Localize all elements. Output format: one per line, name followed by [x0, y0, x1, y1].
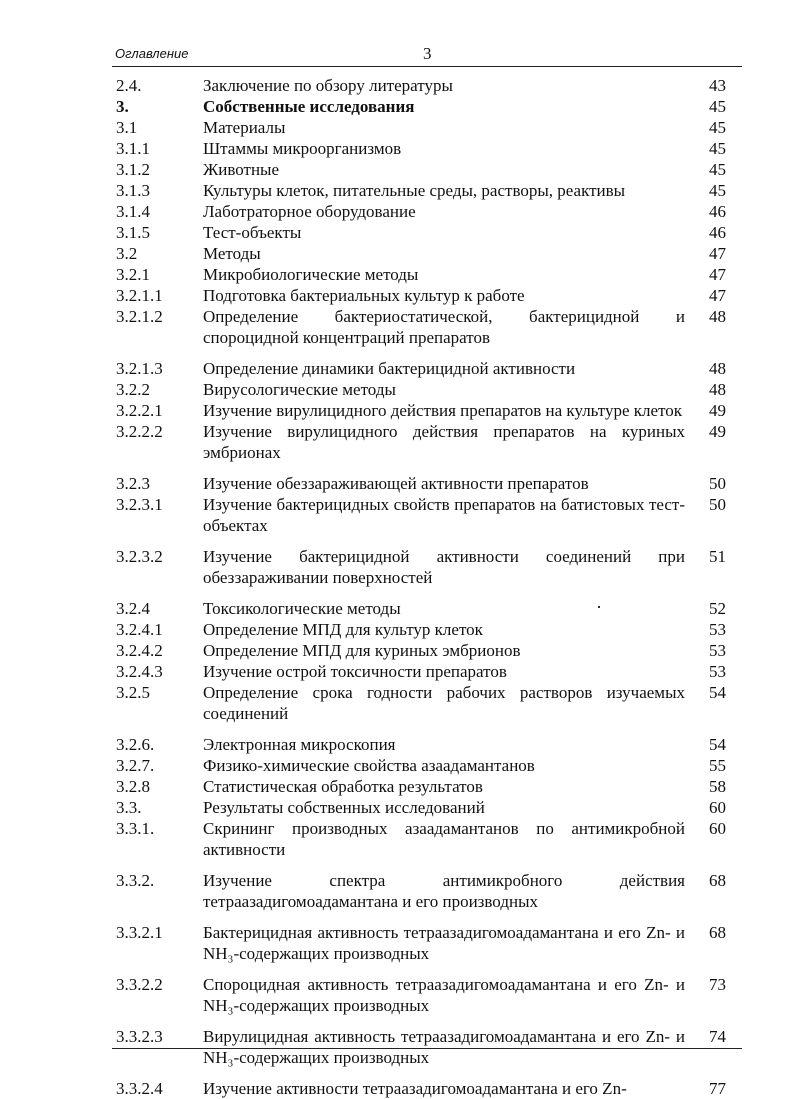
toc-entry-page: 50: [709, 495, 726, 514]
toc-entry-title: Определение срока годности рабочих растворов изучаемых соединений: [203, 683, 685, 723]
toc-entry-page: 74: [709, 1027, 726, 1046]
toc-entry: [112, 222, 732, 243]
toc-entry-page: 47: [709, 265, 726, 284]
toc-entry: [112, 358, 732, 379]
toc-entry-title: Изучение острой токсичности препаратов: [203, 662, 507, 681]
toc-entry-number: 3.3.2.3: [116, 1027, 163, 1046]
toc-entry: [112, 661, 732, 682]
toc-entry: [112, 180, 732, 201]
toc-entry-page: 48: [709, 359, 726, 378]
toc-entry-page: 53: [709, 641, 726, 660]
toc-entry-title: Лаботраторное оборудование: [203, 202, 416, 221]
toc-entry-title: Собственные исследования: [203, 97, 415, 116]
toc-entry-page: 43: [709, 76, 726, 95]
toc-entry-title: Подготовка бактериальных культур к работе: [203, 286, 525, 305]
toc-entry-title: Электронная микроскопия: [203, 735, 396, 754]
toc-entry-page: 45: [709, 118, 726, 137]
toc-entry-number: 3.3.2.: [116, 871, 155, 890]
toc-entry-title: Методы: [203, 244, 261, 263]
toc-entry: [112, 285, 732, 306]
toc-entry-number: 3.1.3: [116, 181, 150, 200]
toc-entry: [112, 473, 732, 494]
toc-entry: [112, 306, 732, 348]
toc-entry-number: 3.2.8: [116, 777, 150, 796]
toc-entry: [112, 682, 732, 724]
toc-entry-number: 3.2.3: [116, 474, 150, 493]
toc-entry-number: 3.3.2.2: [116, 975, 163, 994]
toc-entry-title: Бактерицидная активность тетраазадигомоадамантана и его Zn- и NH₃-содержащих производных: [203, 923, 685, 963]
toc-entry-number: 3.2.5: [116, 683, 150, 702]
toc-entry-title: Токсикологические методы: [203, 599, 401, 618]
toc-entry: [112, 1026, 732, 1068]
toc-entry-page: 53: [709, 662, 726, 681]
toc-entry-number: 3.1.5: [116, 223, 150, 242]
toc-entry-number: 3.3.: [116, 798, 142, 817]
page-number: 3: [423, 44, 432, 63]
toc-entry-title: Изучение обеззараживающей активности препаратов: [203, 474, 589, 493]
toc-entry-title: Штаммы микроорганизмов: [203, 139, 402, 158]
header-divider: [112, 66, 742, 67]
toc-entry-number: 3.2.1: [116, 265, 150, 284]
footer-divider: [112, 1048, 742, 1049]
toc-entry: [112, 818, 732, 860]
toc-entry-title: Изучение вирулицидного действия препаратов на культуре клеток: [203, 401, 683, 420]
toc-entry: [112, 243, 732, 264]
toc-entry-title: Спороцидная активность тетраазадигомоадамантана и его Zn- и NH₃-содержащих производных: [203, 975, 685, 1015]
toc-entry-title: Статистическая обработка результатов: [203, 777, 483, 796]
toc-entry-title: Изучение активности тетраазадигомоадамантана и его Zn-: [203, 1079, 627, 1098]
toc-entry: [112, 117, 732, 138]
toc-entry-number: 3.3.2.1: [116, 923, 163, 942]
toc-entry: [112, 1078, 732, 1099]
toc-entry: [112, 755, 732, 776]
toc-entry: [112, 619, 732, 640]
toc-entry-title: Вирусологические методы: [203, 380, 396, 399]
page-header: [112, 44, 742, 66]
toc-entry: [112, 974, 732, 1016]
toc-entry-page: 45: [709, 139, 726, 158]
toc-entry: [112, 797, 732, 818]
toc-entry-title: Определение динамики бактерицидной активности: [203, 359, 576, 378]
header-title: Оглавление: [115, 46, 189, 61]
toc-entry-page: 47: [709, 286, 726, 305]
toc-entry-page: 68: [709, 871, 726, 890]
toc-entry-title: Изучение бактерицидных свойств препаратов на батистовых тест-объектах: [203, 495, 685, 535]
toc-entry: [112, 922, 732, 964]
toc-entry-number: 3.: [116, 97, 129, 116]
toc-entry-number: 3.2.1.3: [116, 359, 163, 378]
toc-entry: [112, 546, 732, 588]
toc-entry-page: 54: [709, 735, 726, 754]
toc-entry: [112, 400, 732, 421]
toc-entry-number: 3.3.2.4: [116, 1079, 163, 1098]
table-of-contents: [112, 75, 732, 1099]
toc-entry-page: 73: [709, 975, 726, 994]
toc-entry-page: 45: [709, 181, 726, 200]
toc-entry: [112, 201, 732, 222]
toc-entry-title: Скрининг производных азаадамантанов по антимикробной активности: [203, 819, 685, 859]
toc-entry-page: 46: [709, 223, 726, 242]
toc-entry-title: Тест-объекты: [203, 223, 302, 242]
toc-entry-number: 3.2.2.2: [116, 422, 163, 441]
toc-entry-number: 3.2.4.3: [116, 662, 163, 681]
toc-entry-number: 3.1.4: [116, 202, 150, 221]
toc-entry: [112, 75, 732, 96]
toc-entry-page: 53: [709, 620, 726, 639]
toc-entry-title: Микробиологические методы: [203, 265, 419, 284]
toc-entry-number: 3.2.1.2: [116, 307, 163, 326]
toc-entry-title: Вирулицидная активность тетраазадигомоадамантана и его Zn- и NH₃-содержащих производных: [203, 1027, 685, 1067]
toc-entry: [112, 598, 732, 619]
scan-speck: [598, 606, 600, 608]
toc-entry-number: 3.2.6.: [116, 735, 155, 754]
toc-entry: [112, 640, 732, 661]
toc-entry: [112, 138, 732, 159]
toc-entry-number: 3.2.2.1: [116, 401, 163, 420]
toc-entry-page: 60: [709, 819, 726, 838]
toc-entry-page: 50: [709, 474, 726, 493]
toc-entry-number: 3.2.2: [116, 380, 150, 399]
toc-entry: [112, 494, 732, 536]
toc-entry-page: 45: [709, 160, 726, 179]
toc-entry-number: 2.4.: [116, 76, 142, 95]
toc-entry-number: 3.2.4: [116, 599, 150, 618]
toc-entry-number: 3.1: [116, 118, 138, 137]
toc-entry: [112, 776, 732, 797]
toc-entry-number: 3.1.2: [116, 160, 150, 179]
toc-entry-number: 3.1.1: [116, 139, 150, 158]
toc-entry: [112, 264, 732, 285]
toc-entry-title: Результаты собственных исследований: [203, 798, 485, 817]
toc-entry-title: Изучение бактерицидной активности соединений при обеззараживании поверхностей: [203, 547, 685, 587]
toc-entry-title: Заключение по обзору литературы: [203, 76, 453, 95]
toc-entry-page: 52: [709, 599, 726, 618]
toc-entry: [112, 734, 732, 755]
toc-entry-number: 3.2: [116, 244, 138, 263]
toc-entry-number: 3.2.1.1: [116, 286, 163, 305]
toc-entry-title: Изучение спектра антимикробного действия тетраазадигомоадамантана и его производных: [203, 871, 685, 911]
toc-entry-page: 48: [709, 380, 726, 399]
toc-entry: [112, 159, 732, 180]
toc-entry-title: Определение МПД для куриных эмбрионов: [203, 641, 521, 660]
toc-entry-title: Материалы: [203, 118, 286, 137]
toc-entry-title: Определение бактериостатической, бактерицидной и спороцидной концентраций препаратов: [203, 307, 685, 347]
toc-entry: [112, 870, 732, 912]
toc-entry: [112, 421, 732, 463]
toc-entry-number: 3.2.3.2: [116, 547, 163, 566]
toc-entry-page: 55: [709, 756, 726, 775]
toc-entry-page: 60: [709, 798, 726, 817]
toc-entry-title: Культуры клеток, питательные среды, растворы, реактивы: [203, 181, 626, 200]
toc-entry-number: 3.2.4.1: [116, 620, 163, 639]
toc-entry-page: 49: [709, 422, 726, 441]
toc-entry-page: 46: [709, 202, 726, 221]
toc-entry-title: Изучение вирулицидного действия препаратов на куриных эмбрионах: [203, 422, 685, 462]
toc-entry-page: 54: [709, 683, 726, 702]
toc-entry-page: 51: [709, 547, 726, 566]
toc-entry-page: 48: [709, 307, 726, 326]
toc-entry-page: 68: [709, 923, 726, 942]
toc-entry-number: 3.2.4.2: [116, 641, 163, 660]
toc-entry-number: 3.2.3.1: [116, 495, 163, 514]
toc-entry-number: 3.2.7.: [116, 756, 155, 775]
toc-entry-title: Физико-химические свойства азаадамантанов: [203, 756, 535, 775]
toc-entry-number: 3.3.1.: [116, 819, 155, 838]
toc-entry-page: 49: [709, 401, 726, 420]
toc-entry: [112, 379, 732, 400]
toc-entry-page: 47: [709, 244, 726, 263]
toc-entry-page: 58: [709, 777, 726, 796]
toc-entry-title: Определение МПД для культур клеток: [203, 620, 483, 639]
toc-entry-page: 77: [709, 1079, 726, 1098]
toc-entry-title: Животные: [203, 160, 280, 179]
toc-entry: [112, 96, 732, 117]
toc-entry-page: 45: [709, 97, 726, 116]
